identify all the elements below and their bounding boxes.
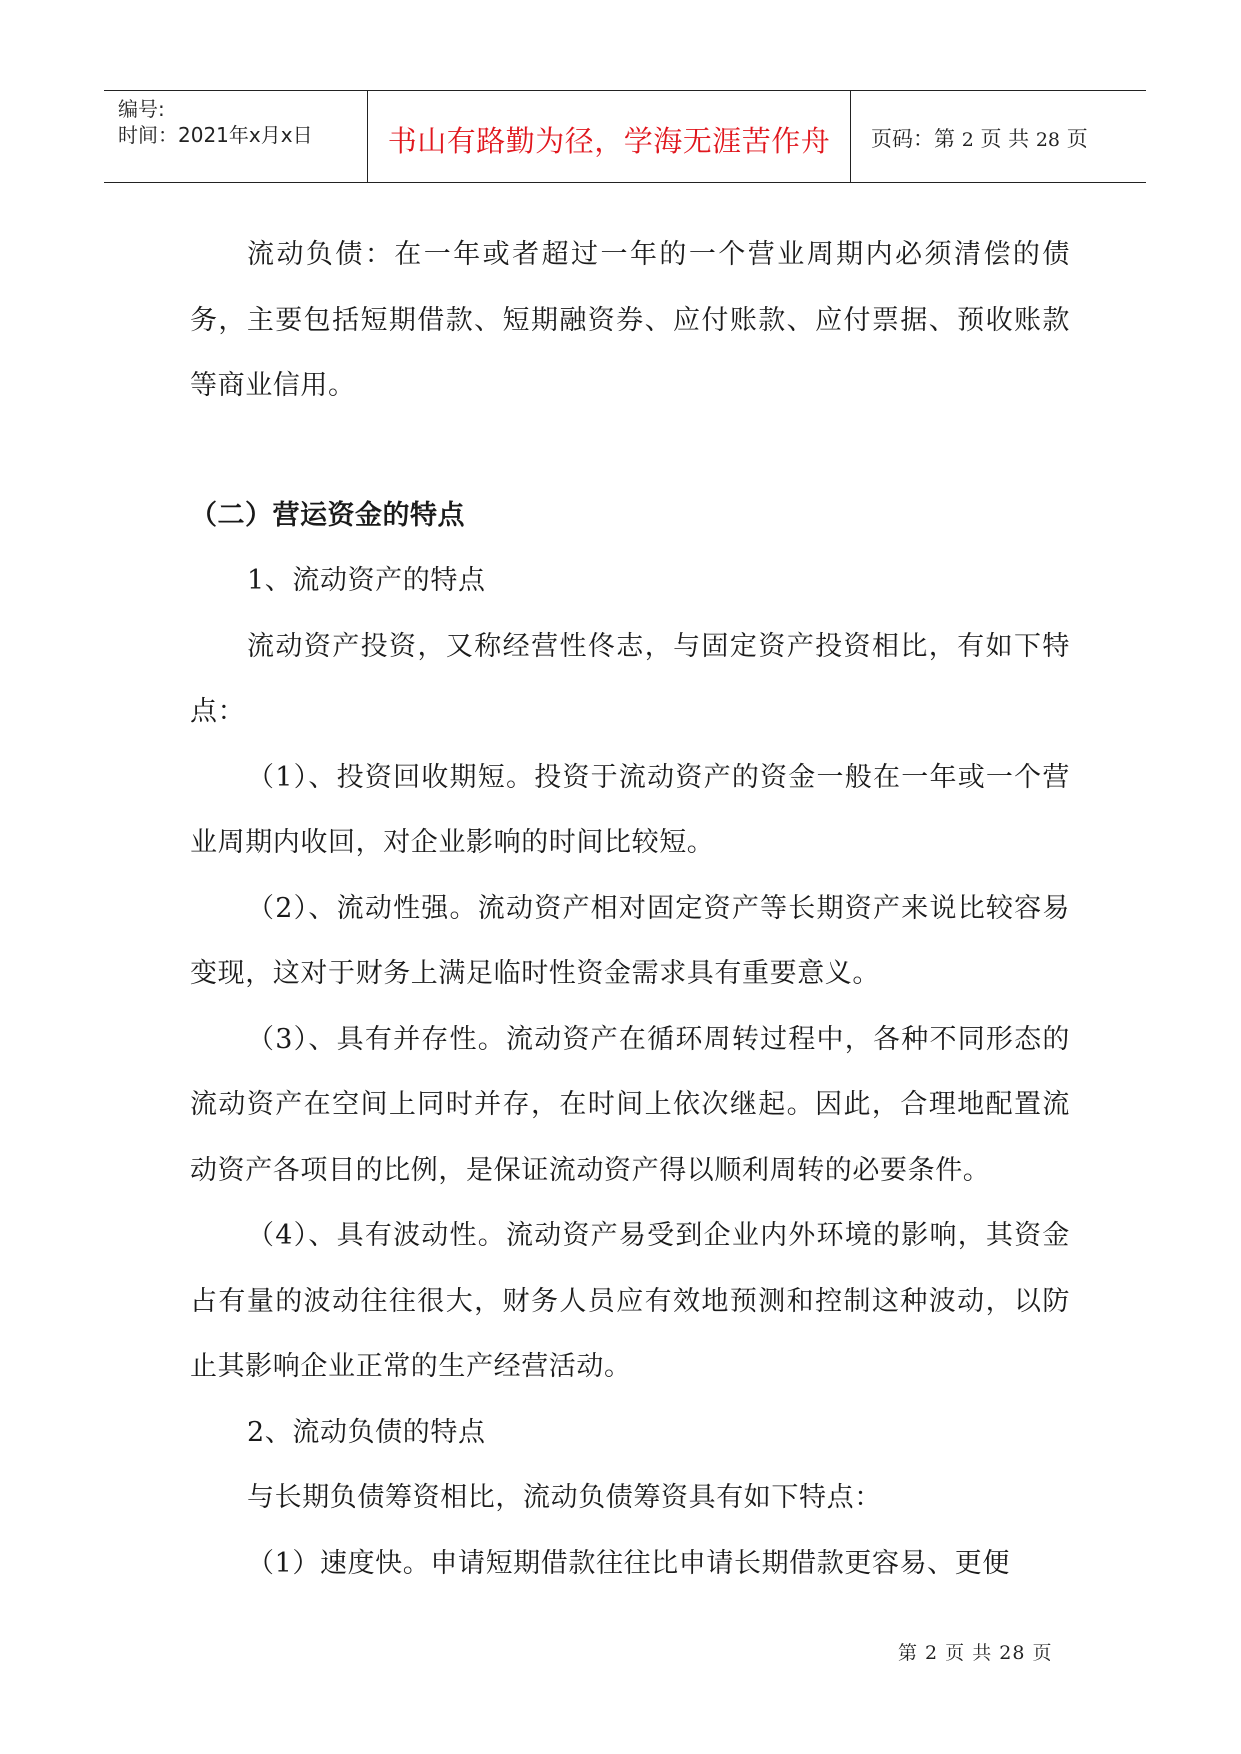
page-code-total: 28 [1035,129,1061,151]
header-info-cell [104,91,368,182]
paragraph: （2）、流动性强。流动资产相对固定资产等长期资产来说比较容易变现，这对于财务上满足临时性资金需求具有重要意义。 [190,892,1070,989]
document-time-label: 时间：2021年x月x日 [118,123,313,147]
paragraph: （3）、具有并存性。流动资产在循环周转过程中，各种不同形态的流动资产在空间上同时并存，在时间上依次继起。因此，合理地配置流动资产各项目的比例，是保证流动资产得以顺利周转的必要条件。 [190,1023,1070,1186]
paragraph: （4）、具有波动性。流动资产易受到企业内外环境的影响，其资金占有量的波动往往很大，财务人员应有效地预测和控制这种波动，以防止其影响企业正常的生产经营活动。 [190,1220,1070,1382]
paragraph: （1）速度快。申请短期借款往往比申请长期借款更容易、更便 [247,1547,1010,1579]
document-number-label: 编号: [118,97,165,121]
subheading-current-liabilities: 2、流动负债的特点 [247,1416,486,1448]
paragraph: 与长期负债筹资相比，流动负债筹资具有如下特点： [247,1482,882,1513]
page-header [104,90,1146,183]
page-code-current: 2 [961,129,974,151]
document-body [190,222,1070,1596]
paragraph: 流动资产投资，又称经营性佟志，与固定资产投资相比，有如下特点： [190,630,1070,727]
header-motto: 书山有路勤为径，学海无涯苦作舟 [387,124,831,158]
page-footer: 第 2 页 共 28 页 [898,1642,1053,1664]
header-motto-cell [368,91,851,182]
section-spacer [190,419,1070,483]
paragraph: （1）、投资回收期短。投资于流动资产的资金一般在一年或一个营业周期内收回，对企业影响的时间比较短。 [190,761,1070,858]
intro-paragraph: 流动负债：在一年或者超过一年的一个营业周期内必须清偿的债务，主要包括短期借款、短期融资券、应付账款、应付票据、预收账款等商业信用。 [190,239,1070,401]
header-page-code-cell [851,91,1146,182]
page-code-suffix: 页 [1066,127,1088,151]
page-code-prefix: 页码：第 [871,127,955,151]
section-heading: （二）营运资金的特点 [190,499,465,531]
header-page-code [871,123,1088,153]
page-code-middle: 页 共 [980,127,1030,151]
subheading-current-assets: 1、流动资产的特点 [247,565,486,596]
